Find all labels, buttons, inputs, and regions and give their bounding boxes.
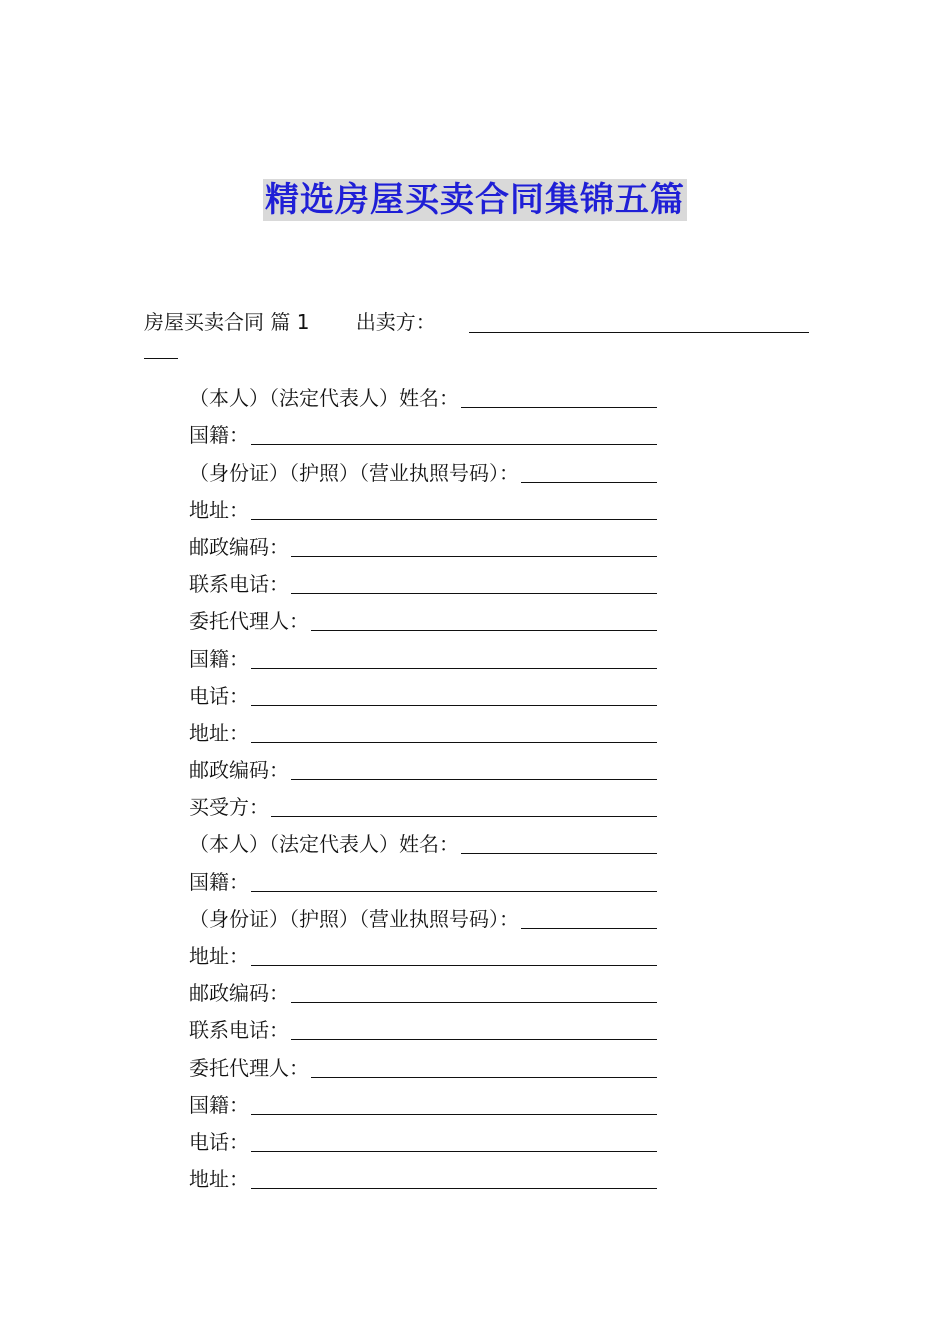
form-line (189, 711, 657, 748)
form-line-blank (271, 816, 657, 817)
form-line-label: 国籍： (189, 423, 249, 448)
form-line-label: 地址： (189, 944, 249, 968)
form-line (189, 1120, 657, 1157)
intro-line (144, 306, 809, 338)
form-line-blank (291, 556, 657, 557)
form-line-label: 电话： (189, 1129, 249, 1154)
form-line (189, 562, 657, 599)
form-line-label: 买受方： (189, 795, 269, 820)
form-line-blank (311, 630, 657, 631)
form-line-blank (521, 482, 657, 483)
form-line (189, 971, 657, 1008)
form-line (189, 599, 657, 636)
form-lines (189, 376, 657, 1194)
form-line (189, 897, 657, 934)
form-line (189, 748, 657, 785)
form-line-label: 联系电话： (189, 572, 289, 597)
form-line-blank (251, 891, 657, 892)
form-line-label: （本人）（法定代表人）姓名： (189, 386, 459, 411)
form-line-label: 邮政编码： (189, 534, 289, 559)
form-line-blank (251, 705, 657, 706)
seller-blank (469, 332, 809, 333)
form-line (189, 1083, 657, 1120)
form-line (189, 859, 657, 896)
form-line-blank (291, 1002, 657, 1003)
form-line-label: 委托代理人： (189, 609, 309, 634)
page-title (0, 178, 950, 222)
form-line-label: 国籍： (189, 1092, 249, 1117)
form-line (189, 934, 657, 971)
form-line (189, 1045, 657, 1082)
form-line-blank (311, 1077, 657, 1078)
form-line (189, 785, 657, 822)
form-line-label: 国籍： (189, 646, 249, 671)
form-line (189, 525, 657, 562)
page-title-text: 精选房屋买卖合同集锦五篇 (265, 180, 685, 220)
form-line-blank (461, 853, 657, 854)
form-line-blank (291, 593, 657, 594)
form-line-label: （身份证）（护照）（营业执照号码）： (189, 460, 519, 485)
form-line-blank (251, 1151, 657, 1152)
form-line-blank (251, 742, 657, 743)
form-line-label: 邮政编码： (189, 981, 289, 1006)
seller-blank-continuation (144, 358, 178, 359)
form-line-blank (251, 1188, 657, 1189)
form-line-label: 联系电话： (189, 1018, 289, 1043)
form-line-label: 委托代理人： (189, 1055, 309, 1080)
form-line-blank (251, 444, 657, 445)
form-line-blank (521, 928, 657, 929)
form-line-label: 电话： (189, 683, 249, 708)
contract-heading: 房屋买卖合同 篇 1 (144, 310, 310, 334)
form-line-blank (251, 965, 657, 966)
form-line-label: （本人）（法定代表人）姓名： (189, 832, 459, 857)
form-line-label: 国籍： (189, 869, 249, 894)
form-line (189, 450, 657, 487)
form-line (189, 488, 657, 525)
form-line-blank (461, 407, 657, 408)
form-line-blank (251, 1114, 657, 1115)
form-line (189, 674, 657, 711)
form-line-label: 邮政编码： (189, 758, 289, 783)
form-line-label: 地址： (189, 1167, 249, 1192)
form-line-blank (291, 779, 657, 780)
form-line-blank (251, 519, 657, 520)
form-line-label: 地址： (189, 720, 249, 745)
form-line (189, 822, 657, 859)
form-line (189, 413, 657, 450)
form-line-label: （身份证）（护照）（营业执照号码）： (189, 906, 519, 931)
form-line-blank (251, 668, 657, 669)
form-line-label: 地址： (189, 497, 249, 522)
seller-label: 出卖方： (355, 310, 436, 334)
form-line (189, 376, 657, 413)
form-line (189, 1157, 657, 1194)
form-line (189, 1008, 657, 1045)
form-line (189, 636, 657, 673)
form-line-blank (291, 1039, 657, 1040)
